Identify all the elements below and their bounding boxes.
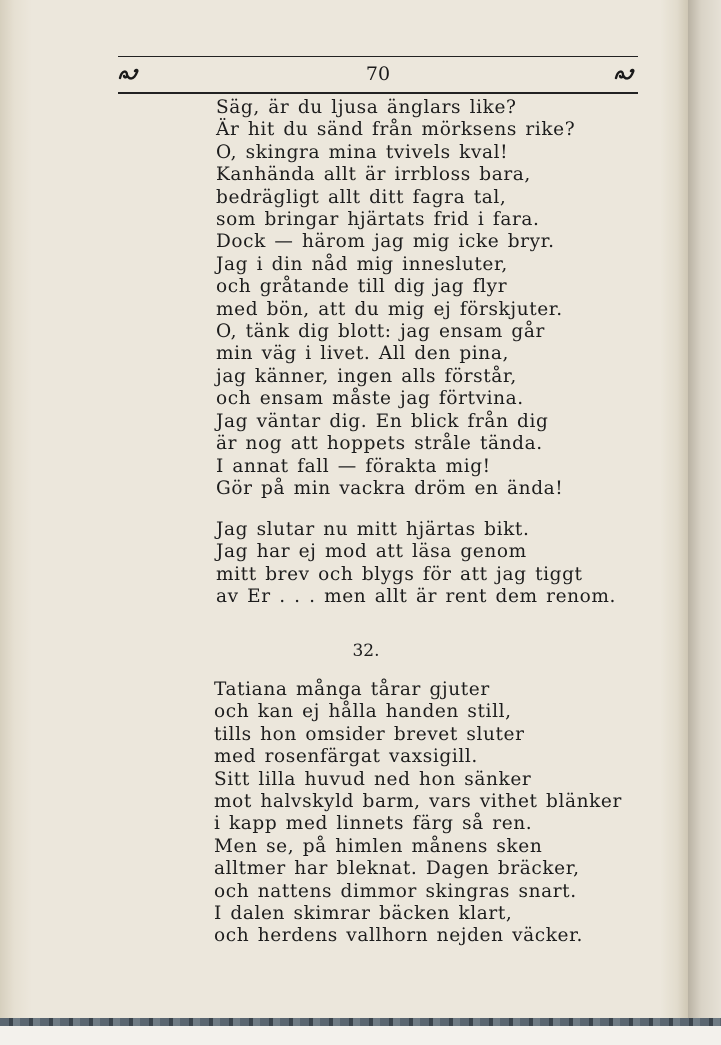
scan-edge-band [0, 1018, 721, 1026]
verse-line: alltmer har bleknat. Dagen bräcker, [214, 858, 580, 880]
verse-line: min väg i livet. All den pina, [216, 343, 509, 365]
facing-page-edge [688, 0, 721, 1022]
verse-line: bedrägligt allt ditt fagra tal, [216, 186, 507, 208]
header-rule-top [118, 56, 638, 57]
verse-line: Säg, är du ljusa änglars like? [216, 97, 517, 118]
stanza-1 [216, 97, 656, 500]
header-rule-bottom [118, 92, 638, 94]
verse-line: Kanhända allt är irrbloss bara, [216, 164, 531, 186]
verse-line: är nog att hoppets stråle tända. [216, 433, 543, 455]
page-gutter-shadow [0, 0, 32, 1022]
verse-line: som bringar hjärtats frid i fara. [216, 209, 540, 231]
verse-line: Men se, på himlen månens sken [214, 835, 543, 857]
verse-line: Sitt lilla huvud ned hon sänker [214, 768, 532, 790]
section-stanza [214, 679, 654, 948]
verse-line: I dalen skimrar bäcken klart, [214, 903, 513, 925]
verse-line: tills hon omsider brevet sluter [214, 723, 525, 745]
verse-line: mot halvskyld barm, vars vithet blänker [214, 791, 622, 813]
verse-line: av Er . . . men allt är rent dem renom. [216, 586, 616, 608]
verse-line: i kapp med linnets färg så ren. [214, 813, 533, 835]
running-header [118, 56, 638, 96]
verse-line: med bön, att du mig ej förskjuter. [216, 298, 563, 320]
verse-line: och nattens dimmor skingras snart. [214, 880, 577, 902]
verse-line: O, tänk dig blott: jag ensam går [216, 321, 545, 343]
verse-line: med rosenfärgat vaxsigill. [214, 746, 478, 768]
section-number: 32. [352, 641, 380, 661]
verse-line: jag känner, ingen alls förstår, [216, 365, 517, 387]
stanza-2 [216, 519, 656, 609]
verse-line: och kan ej hålla handen still, [214, 701, 512, 723]
scroll-flourish-icon [614, 66, 636, 82]
verse-line: Jag har ej mod att läsa genom [216, 541, 527, 563]
verse-line: O, skingra mina tvivels kval! [216, 141, 509, 163]
verse-line: och gråtande till dig jag flyr [216, 276, 508, 298]
verse-line: Jag väntar dig. En blick från dig [216, 410, 549, 432]
verse-line: och ensam måste jag förtvina. [216, 388, 524, 410]
verse-line: och herdens vallhorn nejden väcker. [214, 925, 583, 947]
verse-line: I annat fall — förakta mig! [216, 455, 491, 477]
verse-line: Jag i din nåd mig innesluter, [216, 253, 508, 275]
page-number: 70 [365, 63, 391, 85]
verse-line: Är hit du sänd från mörksens rike? [216, 119, 576, 141]
verse-line: Jag slutar nu mitt hjärtas bikt. [216, 519, 530, 540]
verse-line: Tatiana många tårar gjuter [214, 679, 490, 700]
verse-line: Gör på min vackra dröm en ända! [216, 477, 564, 499]
verse-line: Dock — härom jag mig icke bryr. [216, 231, 555, 253]
page-outer-edge [660, 0, 688, 1022]
verse-line: mitt brev och blygs för att jag tiggt [216, 563, 583, 585]
